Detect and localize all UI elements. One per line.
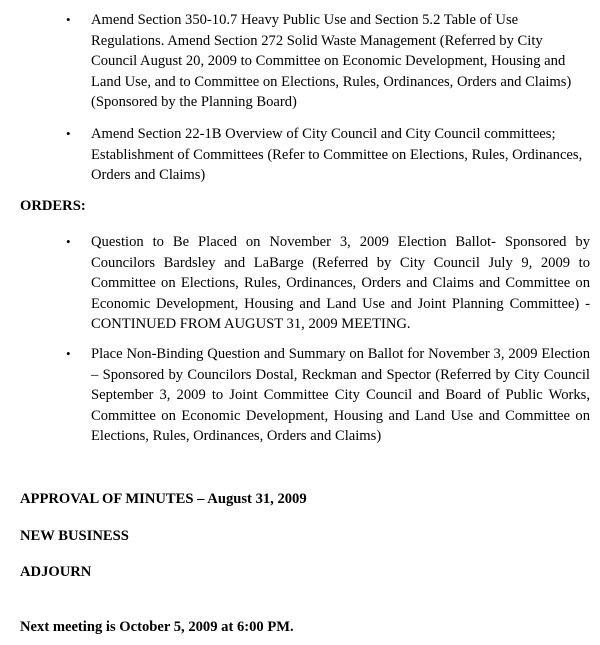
approval-of-minutes-heading: APPROVAL OF MINUTES – August 31, 2009 [20,491,307,507]
agenda-item-text: Amend Section 350-10.7 Heavy Public Use and Section 5.2 Table of Use Regulations. Amend Section 272 Solid Waste Management (Referred by City Council August 20, 2009 to Committee on Economic Development, Housing and Land Use, and to Committee on Elections, Rules, Ordinances, Orders and Claims) (Sponsored by the Planning Board) [91,12,572,111]
order-item-text: Question to Be Placed on November 3, 2009 Election Ballot- Sponsored by Councilors Bardsley and LaBarge (Referred by City Council July 9, 2009 to Committee on Elections, Rules, Ordinances, Orders and Claims and Committee on Economic Development, Housing and Land Use and Joint Planning Committee) - CONTINUED FROM AUGUST 31, 2009 MEETING. [91,234,590,333]
order-item-text: Place Non-Binding Question and Summary on Ballot for November 3, 2009 Election – Sponsored by Councilors Dostal, Reckman and Spector (Referred by City Council September 3, 2009 to Joint Committee City Council and Board of Public Works, Committee on Economic Development, Housing and Land Use and Committee on Elections, Rules, Ordinances, Orders and Claims) [91,346,590,445]
bullet-icon: • [66,12,71,27]
adjourn-heading: ADJOURN [20,564,92,580]
order-item-non-binding-question [66,344,590,468]
bullet-icon: • [66,234,71,249]
orders-heading: ORDERS: [20,198,86,214]
agenda-item-amend-350 [66,10,590,114]
order-item-election-ballot [66,232,590,336]
bullet-icon: • [66,346,71,361]
bullet-icon: • [66,126,71,141]
new-business-heading: NEW BUSINESS [20,528,129,544]
agenda-item-text: Amend Section 22-1B Overview of City Council and City Council committees; Establishment of Committees (Refer to Committee on Elections, Rules, Ordinances, Orders and Claims) [91,126,583,184]
agenda-item-amend-22-1b [66,124,590,186]
next-meeting-note: Next meeting is October 5, 2009 at 6:00 PM. [20,619,294,635]
